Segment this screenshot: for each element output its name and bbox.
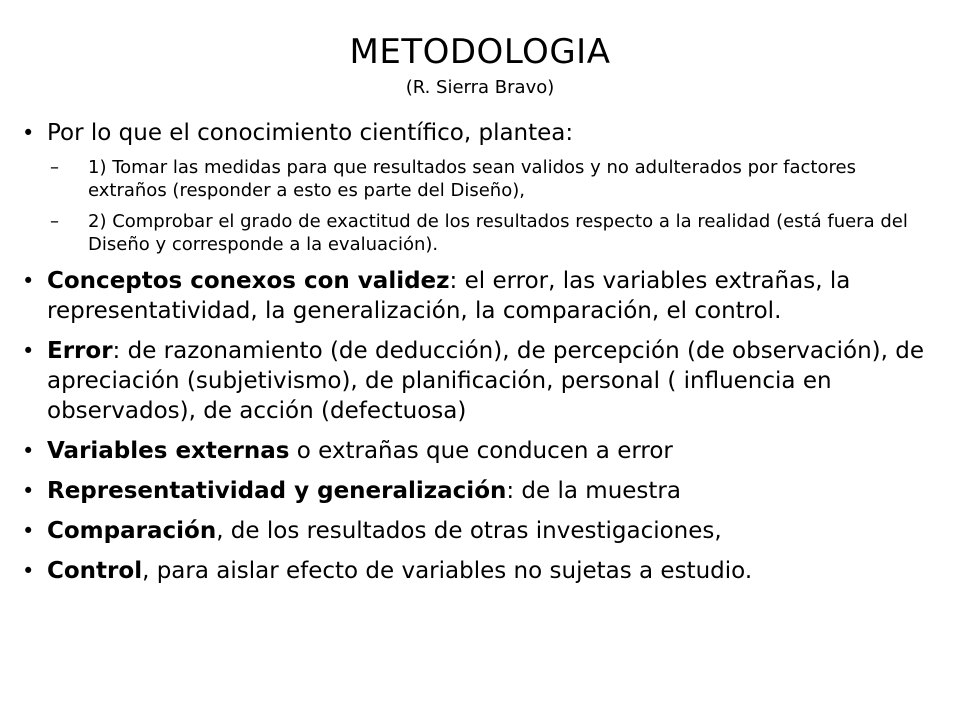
bullet-item xyxy=(20,476,940,506)
bullet-text: Por lo que el conocimiento científico, plantea: xyxy=(47,120,574,146)
slide-subtitle: (R. Sierra Bravo) xyxy=(405,77,555,98)
bullet-bold-text: Representatividad y generalización xyxy=(47,478,507,504)
bullet-bold-text: Control xyxy=(47,558,143,584)
bullet-text: , para aislar efecto de variables no sujetas a estudio. xyxy=(142,558,753,584)
title-block xyxy=(0,30,960,100)
bullet-dot: • xyxy=(22,479,35,503)
bullet-dot: • xyxy=(22,439,35,463)
sub-bullet-item xyxy=(20,156,940,202)
bullet-dot: • xyxy=(22,269,35,293)
bullet-text: : de la muestra xyxy=(506,478,681,504)
bullet-text: o extrañas que conducen a error xyxy=(289,438,673,464)
bullet-item xyxy=(20,436,940,466)
bullet-item xyxy=(20,336,940,426)
bullet-text: : de razonamiento (de deducción), de percepción (de observación), de apreciación (subjetivismo), de planificación, personal ( influencia en observados), de acción (defectuosa) xyxy=(47,338,925,424)
bullet-bold-text: Conceptos conexos con validez xyxy=(47,268,450,294)
bullet-dot: • xyxy=(22,519,35,543)
bullet-dot: • xyxy=(22,559,35,583)
sub-bullet-text: 2) Comprobar el grado de exactitud de los resultados respecto a la realidad (está fuera del Diseño y corresponde a la evaluación). xyxy=(88,211,908,255)
bullet-item xyxy=(20,118,940,148)
bullet-bold-text: Variables externas xyxy=(47,438,290,464)
sub-bullet-dash: – xyxy=(50,157,59,178)
bullet-item xyxy=(20,266,940,326)
sub-bullet-dash: – xyxy=(50,211,59,232)
sub-bullet-item xyxy=(20,210,940,256)
bullet-text: , de los resultados de otras investigaciones, xyxy=(216,518,722,544)
bullet-bold-text: Error xyxy=(47,338,113,364)
bullet-dot: • xyxy=(22,339,35,363)
slide-title: METODOLOGIA xyxy=(349,32,611,72)
bullet-item xyxy=(20,516,940,546)
bullet-text: : el error, las variables extrañas, la representatividad, la generalización, la comparación, el control. xyxy=(47,268,851,324)
bullet-list xyxy=(20,118,940,596)
bullet-bold-text: Comparación xyxy=(47,518,217,544)
bullet-dot: • xyxy=(22,121,35,145)
sub-bullet-text: 1) Tomar las medidas para que resultados sean validos y no adulterados por factores extraños (responder a esto es parte del Diseño), xyxy=(88,157,856,201)
sub-bullet-list xyxy=(20,156,940,256)
bullet-item xyxy=(20,556,940,586)
